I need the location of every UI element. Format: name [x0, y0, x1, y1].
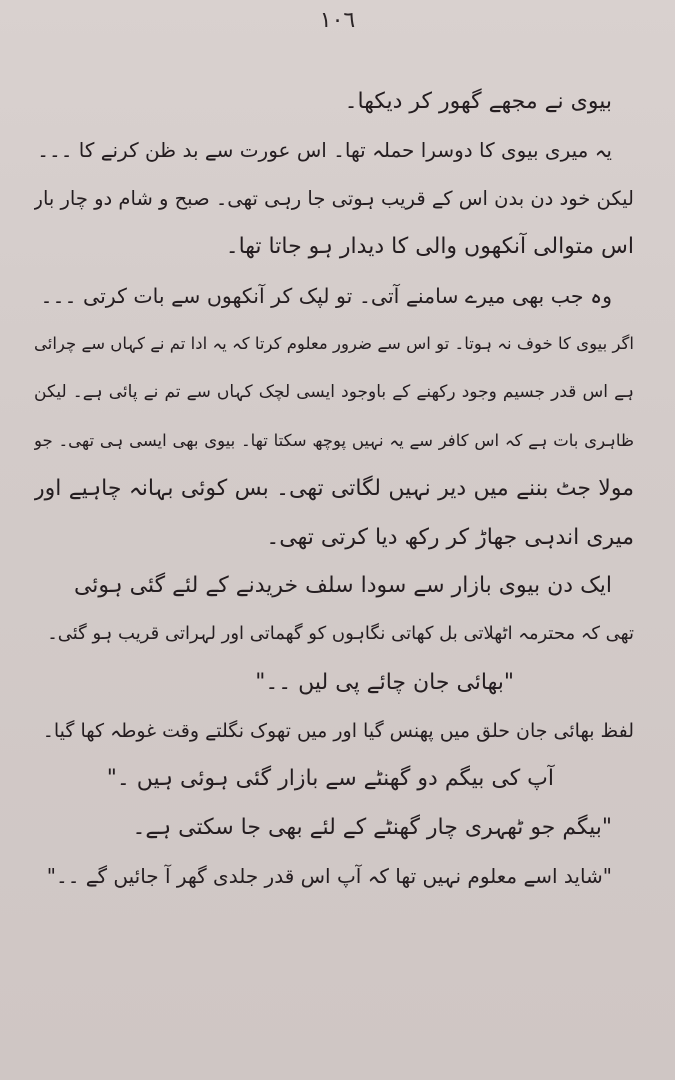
text-line: "شاید اسے معلوم نہیں تھا کہ آپ اس قدر جلدی گھر آ جائیں گے ۔۔"	[46, 864, 612, 889]
text-line: بیوی نے مجھے گھور کر دیکھا۔	[344, 89, 612, 114]
text-line: اگر بیوی کا خوف نہ ہوتا۔ تو اس سے ضرور معلوم کرتا کہ یہ ادا تم نے کہاں سے چرائی	[34, 333, 634, 353]
text-line: "بھائی جان چائے پی لیں ۔۔"	[255, 669, 514, 695]
text-line: ہے اس قدر جسیم وجود رکھنے کے باوجود ایسی لچک کہاں سے تم نے پائی ہے۔ لیکن	[34, 382, 634, 403]
text-line: لفظ بھائی جان حلق میں پھنس گیا اور میں تھوک نگلتے وقت غوطہ کھا گیا۔	[42, 720, 634, 743]
text-line: آپ کی بیگم دو گھنٹے سے بازار گئی ہوئی ہیں ۔"	[106, 766, 554, 792]
text-line: یہ میری بیوی کا دوسرا حملہ تھا۔ اس عورت سے بد ظن کرنے کا ۔۔۔	[37, 138, 612, 163]
text-line: "بیگم جو ٹھہری چار گھنٹے کے لئے بھی جا سکتی ہے۔	[132, 814, 612, 840]
text-line: مولا جٹ بننے میں دیر نہیں لگاتی تھی۔ بس کوئی بہانہ چاہیے اور	[34, 476, 634, 502]
text-line: ایک دن بیوی بازار سے سودا سلف خریدنے کے لئے گئی ہوئی	[73, 572, 612, 598]
page-number: ١٠٦	[319, 8, 356, 33]
text-line: میری اندہی جھاڑ کر رکھ دیا کرتی تھی۔	[266, 524, 634, 550]
page-text	[34, 78, 634, 901]
text-line: اس متوالی آنکھوں والی کا دیدار ہو جاتا تھا۔	[225, 234, 634, 260]
text-line: ظاہری بات ہے کہ اس کافر سے یہ نہیں پوچھ سکتا تھا۔ بیوی بھی ایسی ہی تھی۔ جو	[34, 430, 634, 450]
text-line: لیکن خود دن بدن اس کے قریب ہوتی جا رہی تھی۔ صبح و شام دو چار بار	[34, 186, 634, 210]
text-line: تھی کہ محترمہ اٹھلاتی بل کھاتی نگاہوں کو گھماتی اور لہراتی قریب ہو گئی۔	[47, 623, 634, 645]
text-line: وہ جب بھی میرے سامنے آتی۔ تو لپک کر آنکھوں سے بات کرتی ۔۔۔	[40, 283, 612, 308]
